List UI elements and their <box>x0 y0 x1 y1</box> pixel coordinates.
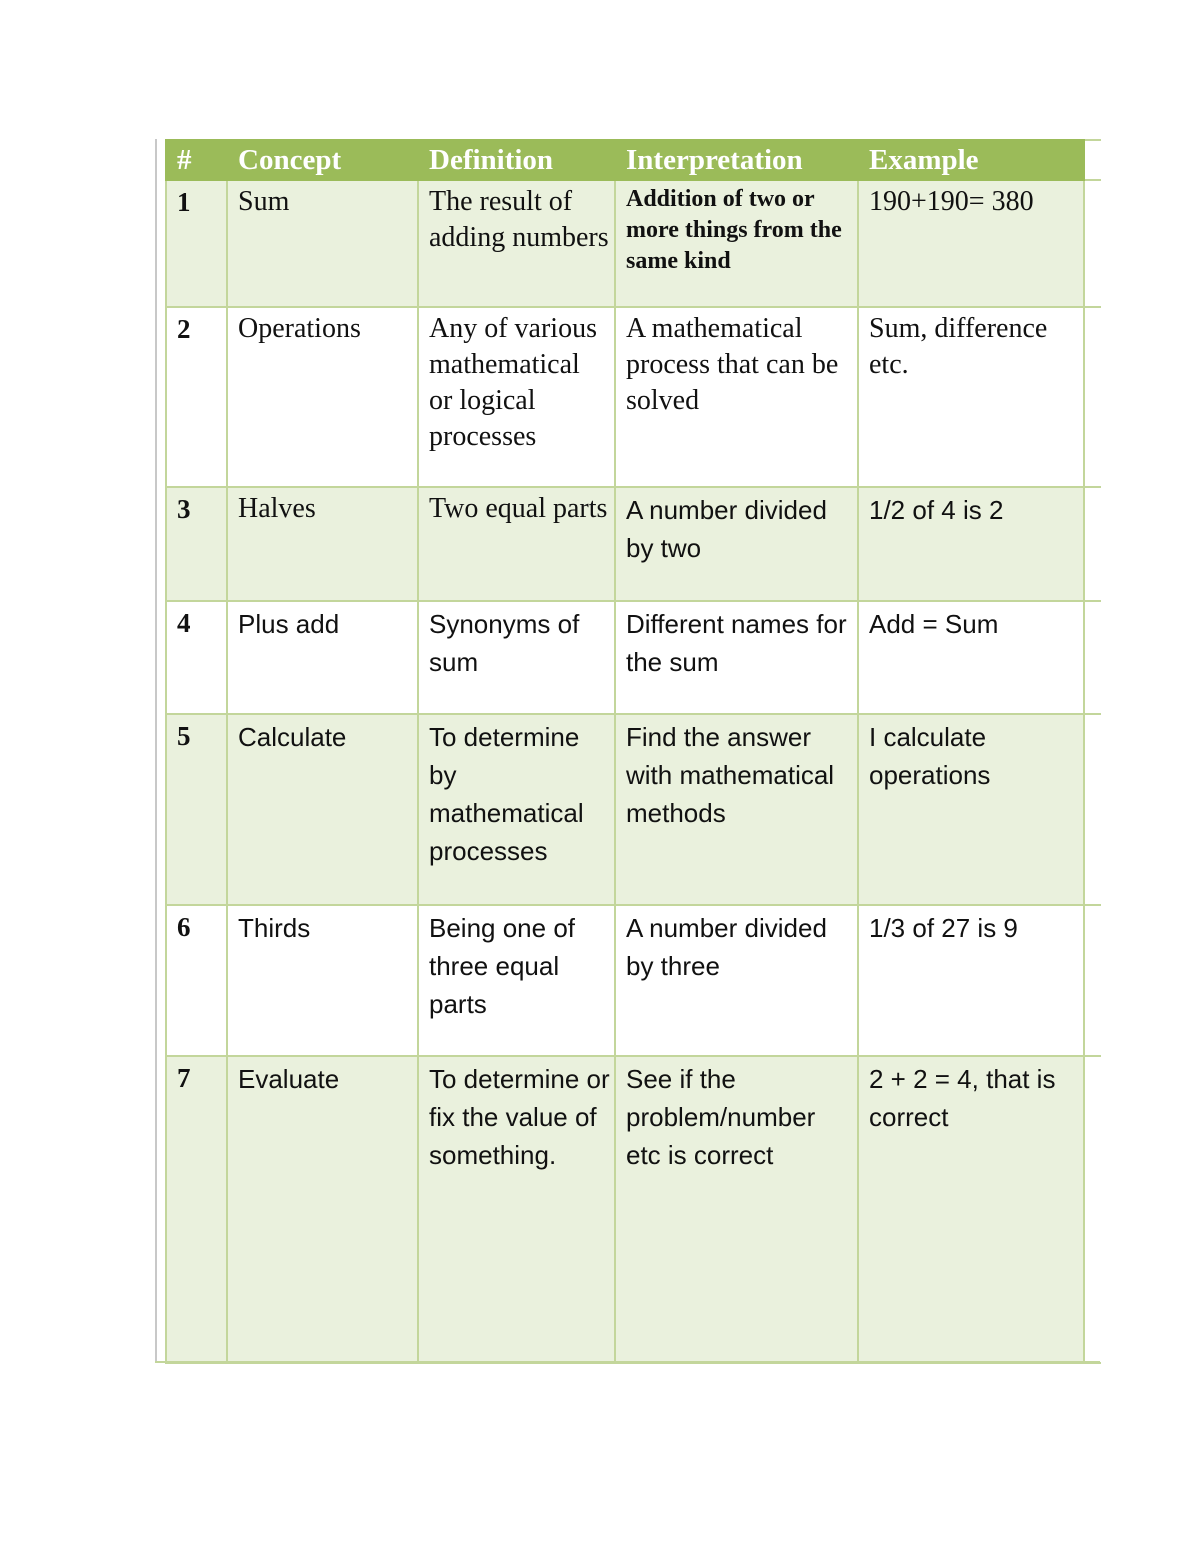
table-row <box>166 307 1101 487</box>
header-row <box>166 140 1101 180</box>
example-cell: Sum, difference etc. <box>858 307 1084 487</box>
interpretation-cell: A number divided by three <box>615 905 858 1056</box>
example-cell: 2 + 2 = 4, that is correct <box>858 1056 1084 1363</box>
row-edge-cell <box>1084 714 1101 905</box>
header-number: # <box>166 140 227 180</box>
table-outer-left-border <box>155 139 157 1363</box>
interpretation-cell: Addition of two or more things from the same kind <box>615 180 858 307</box>
header-interpretation: Interpretation <box>615 140 858 180</box>
row-edge-cell <box>1084 905 1101 1056</box>
example-cell: 1/3 of 27 is 9 <box>858 905 1084 1056</box>
row-number: 5 <box>166 714 227 905</box>
example-cell: 190+190= 380 <box>858 180 1084 307</box>
row-number: 1 <box>166 180 227 307</box>
row-edge-cell <box>1084 1056 1101 1363</box>
table-row <box>166 905 1101 1056</box>
example-cell: Add = Sum <box>858 601 1084 714</box>
row-number: 7 <box>166 1056 227 1363</box>
row-edge-cell <box>1084 180 1101 307</box>
interpretation-cell: Different names for the sum <box>615 601 858 714</box>
table-row <box>166 714 1101 905</box>
definition-cell: Synonyms of sum <box>418 601 615 714</box>
table-row <box>166 180 1101 307</box>
header-definition: Definition <box>418 140 615 180</box>
definition-cell: Any of various mathematical or logical processes <box>418 307 615 487</box>
concept-cell: Plus add <box>227 601 418 714</box>
definition-cell: The result of adding numbers <box>418 180 615 307</box>
row-number: 3 <box>166 487 227 601</box>
example-cell: 1/2 of 4 is 2 <box>858 487 1084 601</box>
table-row <box>166 1056 1101 1363</box>
table-row <box>166 487 1101 601</box>
concept-cell: Thirds <box>227 905 418 1056</box>
interpretation-cell: A number divided by two <box>615 487 858 601</box>
interpretation-cell: See if the problem/number etc is correct <box>615 1056 858 1363</box>
example-cell: I calculate operations <box>858 714 1084 905</box>
header-concept: Concept <box>227 140 418 180</box>
concept-cell: Calculate <box>227 714 418 905</box>
table-bottom-border <box>155 1361 1100 1363</box>
table-row <box>166 601 1101 714</box>
concept-cell: Sum <box>227 180 418 307</box>
vocabulary-table <box>165 139 1101 1364</box>
definition-cell: To determine by mathematical processes <box>418 714 615 905</box>
row-edge-cell <box>1084 307 1101 487</box>
row-number: 4 <box>166 601 227 714</box>
interpretation-cell: Find the answer with mathematical methods <box>615 714 858 905</box>
header-edge-cell <box>1084 140 1101 180</box>
row-number: 6 <box>166 905 227 1056</box>
concept-cell: Halves <box>227 487 418 601</box>
row-edge-cell <box>1084 487 1101 601</box>
concept-cell: Evaluate <box>227 1056 418 1363</box>
concept-cell: Operations <box>227 307 418 487</box>
row-edge-cell <box>1084 601 1101 714</box>
definition-cell: To determine or fix the value of something. <box>418 1056 615 1363</box>
header-example: Example <box>858 140 1084 180</box>
interpretation-cell: A mathematical process that can be solved <box>615 307 858 487</box>
row-number: 2 <box>166 307 227 487</box>
definition-cell: Being one of three equal parts <box>418 905 615 1056</box>
definition-cell: Two equal parts <box>418 487 615 601</box>
